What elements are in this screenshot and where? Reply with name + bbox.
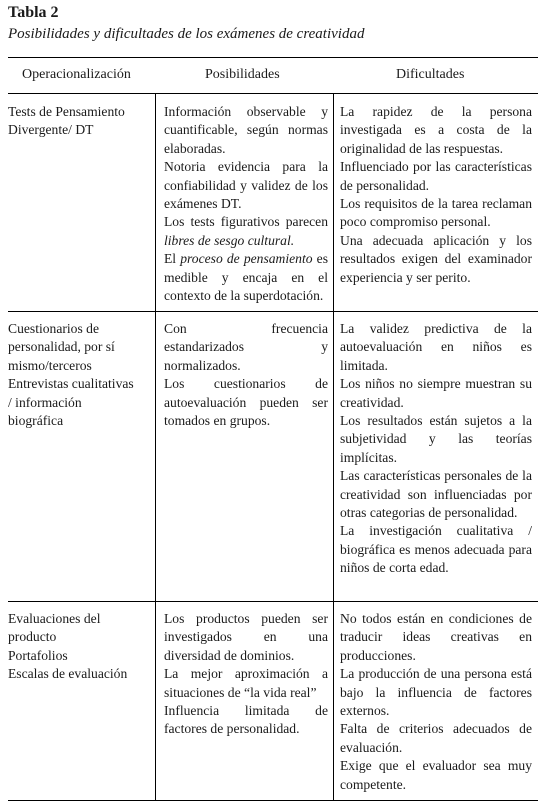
cell-paragraph: La rapidez de la persona investigada es a costa de la originalidad de las respuestas. xyxy=(340,104,532,156)
cell-paragraph: La validez predictiva de la autoevaluación en niños es limitada. xyxy=(340,321,532,373)
cell-line: Escalas de evaluación xyxy=(8,666,128,682)
cell-paragraph: Las características personales de la creatividad son influenciadas por otras categorias de personalidad. xyxy=(340,468,532,521)
bottom-rule xyxy=(8,800,538,801)
top-rule xyxy=(8,57,538,58)
column-separator xyxy=(155,93,156,800)
row-1-posibilidades xyxy=(164,103,328,305)
cell-line: / información xyxy=(8,394,82,410)
column-separator xyxy=(333,93,334,800)
cell-paragraph: El proceso de pensamiento es medible y encaja en el contexto de la superdotación. xyxy=(164,251,328,304)
row-3-posibilidades xyxy=(164,610,328,739)
cell-paragraph: Información observable y cuantificable, según normas elaboradas. xyxy=(164,104,328,156)
cell-paragraph: Influenciado por las características de personalidad. xyxy=(340,159,532,193)
row-2-dificultades xyxy=(340,320,532,578)
cell-line: Divergente/ DT xyxy=(8,122,94,138)
cell-line: Cuestionarios de xyxy=(8,321,99,336)
cell-paragraph: No todos están en condiciones de traducir ideas creativas en producciones. xyxy=(340,611,532,663)
row-1-rule xyxy=(8,311,538,312)
cell-line: Entrevistas cualitativas xyxy=(8,376,134,392)
row-2-rule xyxy=(8,601,538,602)
header-dificultades: Dificultades xyxy=(396,67,465,82)
cell-paragraph: Notoria evidencia para la confiabilidad y validez de los exámenes DT. xyxy=(164,159,328,212)
cell-line: mismo/terceros xyxy=(8,357,92,373)
row-3-operacionalizacion xyxy=(8,610,148,684)
cell-paragraph: Falta de criterios adecuados de evaluación. xyxy=(340,721,532,755)
header-operacionalizacion: Operacionalización xyxy=(22,67,131,82)
cell-paragraph: Los cuestionarios de autoevaluación pueden ser tomados en grupos. xyxy=(164,376,328,429)
row-1-operacionalizacion xyxy=(8,103,148,140)
italic-phrase: proceso de pensamiento xyxy=(180,251,313,267)
cell-paragraph: La producción de una persona está bajo la influencia de factores externos. xyxy=(340,666,532,719)
cell-paragraph: Los resultados están sujetos a la subjetividad y las teorías implícitas. xyxy=(340,413,532,465)
header-rule xyxy=(8,93,538,94)
cell-paragraph: Los tests figurativos parecen libres de sesgo cultural. xyxy=(164,214,328,248)
row-2-operacionalizacion xyxy=(8,320,148,430)
cell-paragraph: Con frecuencia estandarizados y normalizados. xyxy=(164,321,328,373)
cell-line: producto xyxy=(8,629,57,645)
cell-paragraph: La investigación cualitativa / biográfica es menos adecuada para niños de corta edad. xyxy=(340,523,532,576)
italic-phrase: libres de sesgo cultural. xyxy=(164,232,295,248)
row-3-dificultades xyxy=(340,610,532,794)
row-1-dificultades xyxy=(340,103,532,287)
cell-paragraph: La mejor aproximación a situaciones de “la vida real” xyxy=(164,666,328,700)
cell-line: biográfica xyxy=(8,413,64,429)
cell-line: Portafolios xyxy=(8,647,68,663)
cell-line: Evaluaciones del xyxy=(8,611,101,626)
table-caption: Posibilidades y dificultades de los exámenes de creatividad xyxy=(8,26,365,42)
cell-paragraph: Los requisitos de la tarea reclaman poco compromiso personal. xyxy=(340,196,532,230)
cell-line: Tests de Pensamiento xyxy=(8,104,125,119)
cell-paragraph: Exige que el evaluador sea muy competente. xyxy=(340,758,532,792)
cell-paragraph: Una adecuada aplicación y los resultados exigen del examinador experiencia y ser perito. xyxy=(340,232,532,285)
table-label: Tabla 2 xyxy=(8,4,59,21)
cell-paragraph: Influencia limitada de factores de personalidad. xyxy=(164,703,328,737)
row-2-posibilidades xyxy=(164,320,328,430)
cell-paragraph: Los productos pueden ser investigados en una diversidad de dominios. xyxy=(164,611,328,663)
cell-paragraph: Los niños no siempre muestran su creatividad. xyxy=(340,376,532,410)
cell-line: personalidad, por sí xyxy=(8,339,115,355)
header-posibilidades: Posibilidades xyxy=(205,67,280,82)
